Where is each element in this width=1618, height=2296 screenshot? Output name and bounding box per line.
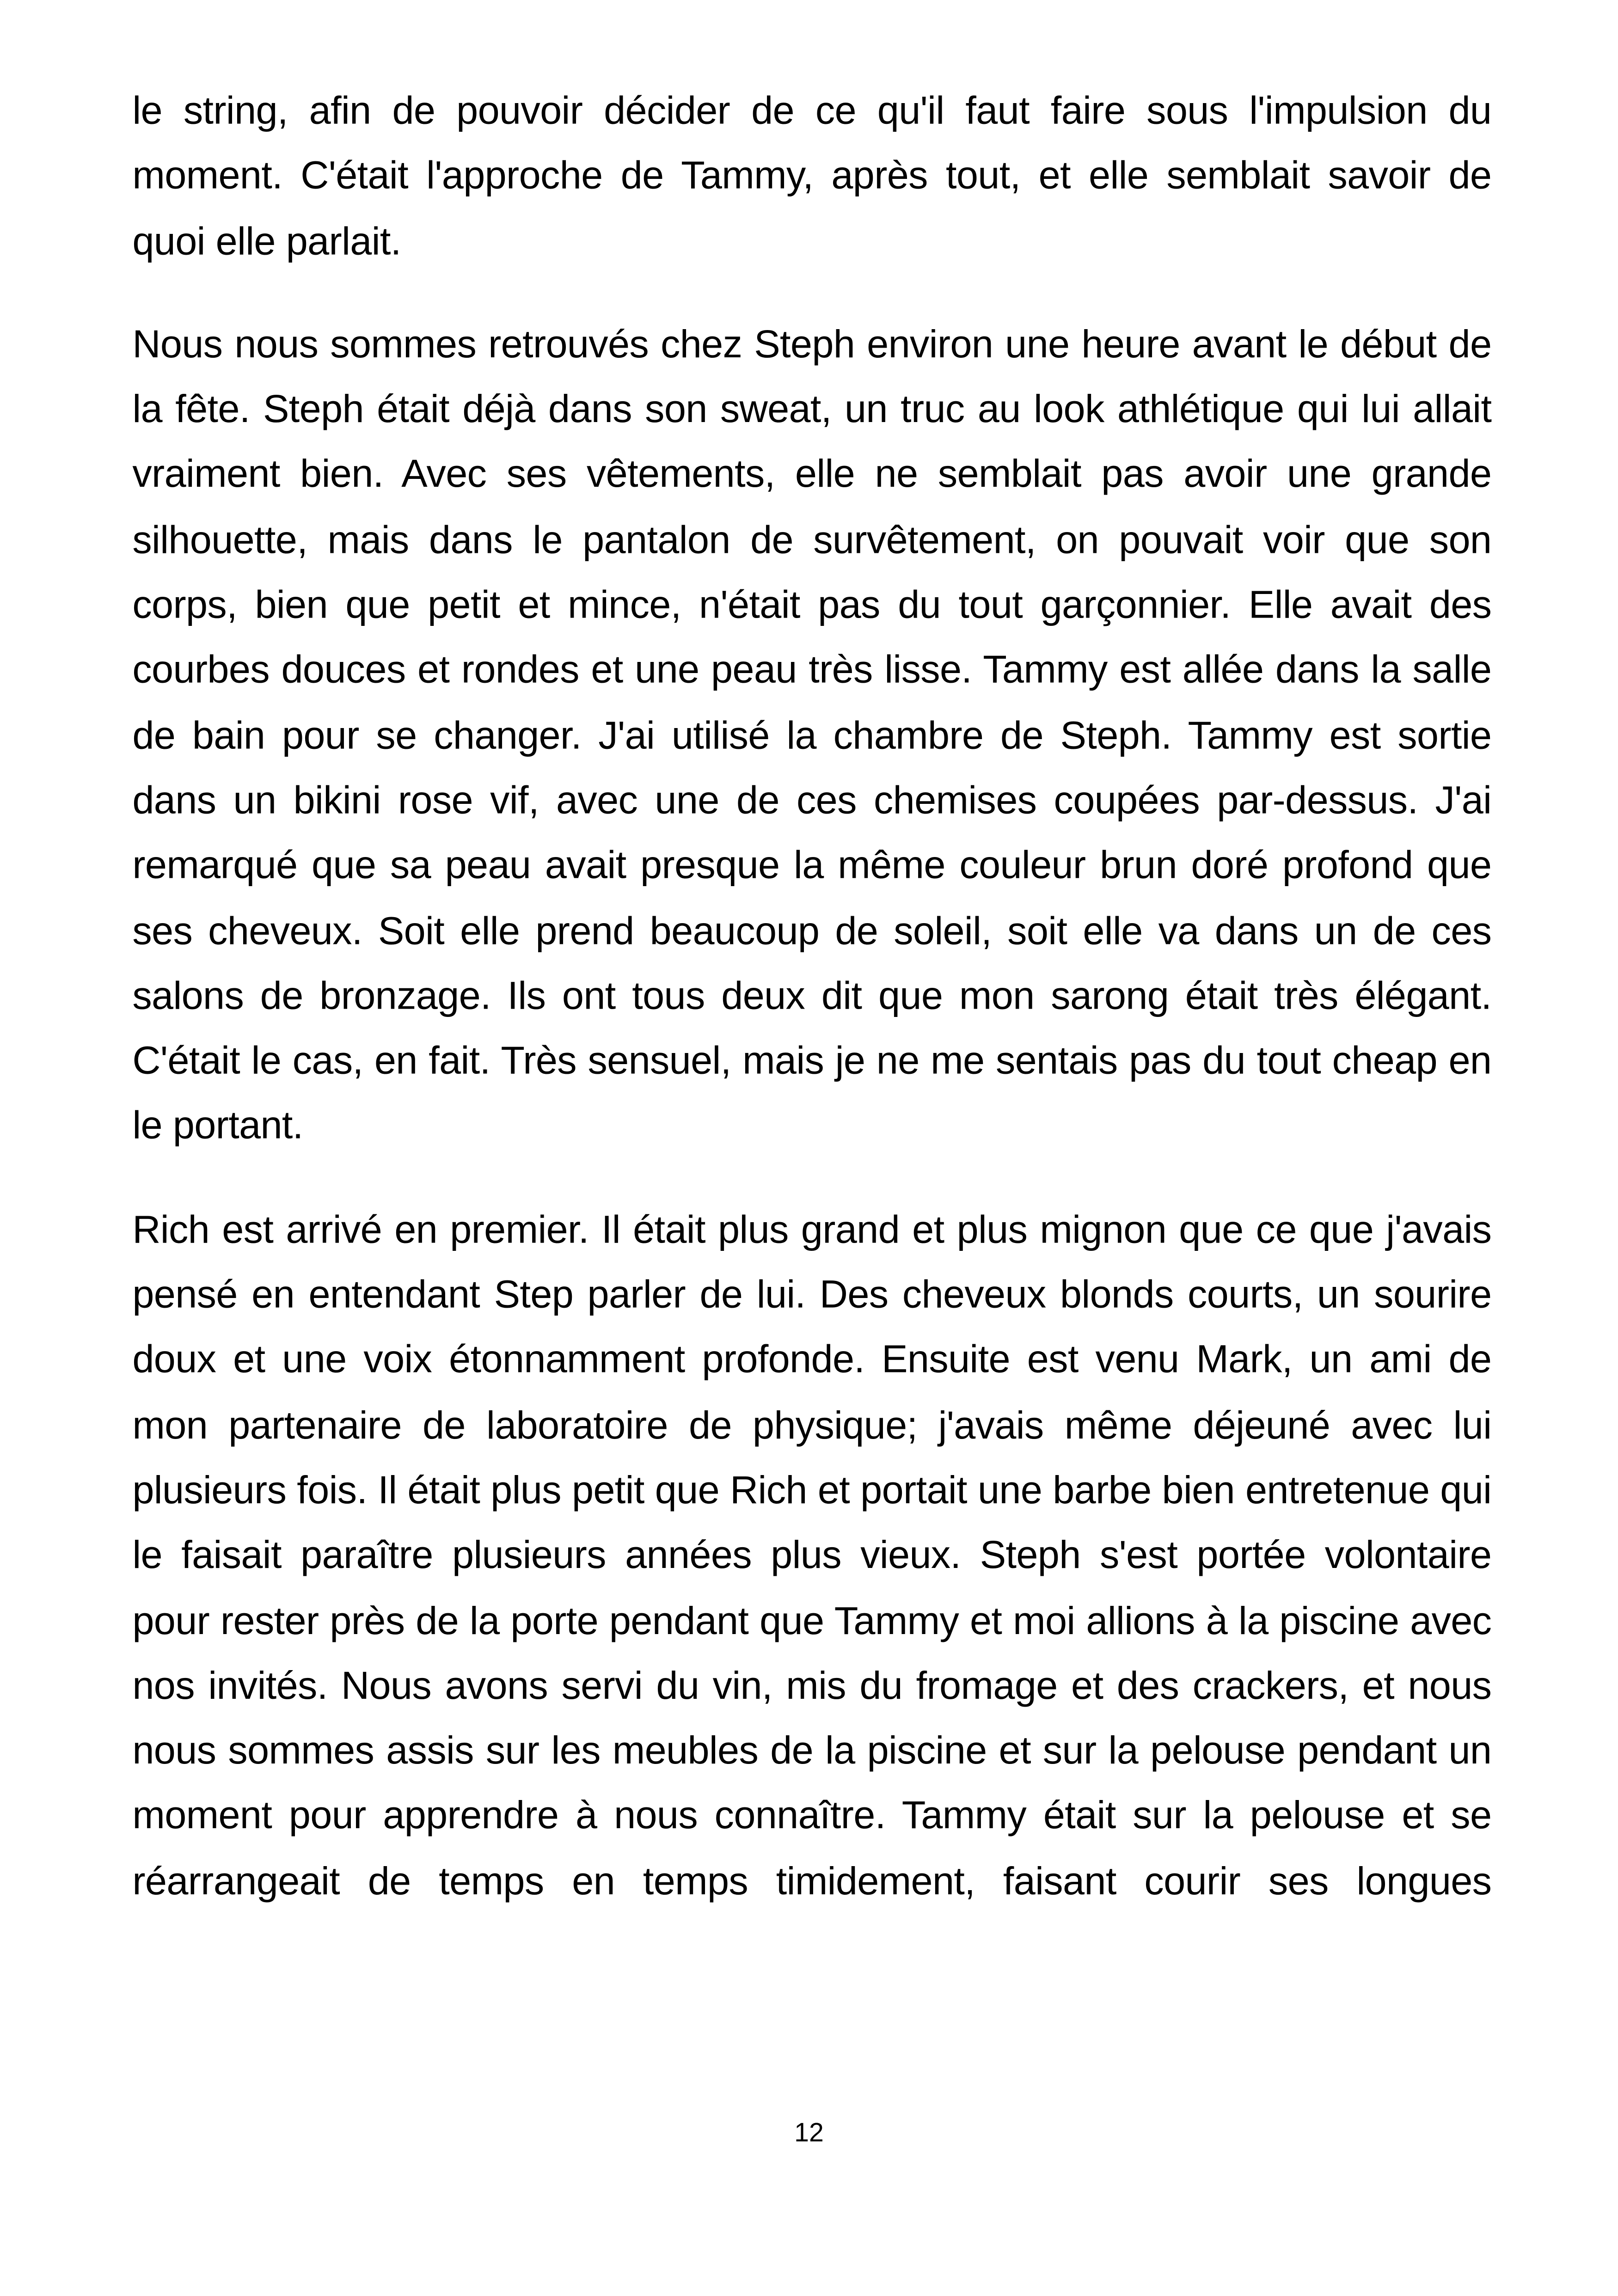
page-number: 12 xyxy=(794,2118,824,2148)
paragraph: Nous nous sommes retrouvés chez Steph environ une heure avant le début de la fête. Steph était déjà dans son sweat, un truc au look athlétique qui lui allait vraiment bien. Avec ses vêtements, elle ne semblait pas avoir une grande silhouette, mais dans le pantalon de survêtement, on pouvait voir que son corps, bien que petit et mince, n'était pas du tout garçonnier. Elle avait des courbes douces et rondes et une peau très lisse. Tammy est allée dans la salle de bain pour se changer. J'ai utilisé la chambre de Steph. Tammy est sortie dans un bikini rose vif, avec une de ces chemises coupées par-dessus. J'ai remarqué que sa peau avait presque la même couleur brun doré profond que ses cheveux. Soit elle prend beaucoup de soleil, soit elle va dans un de ces salons de bronzage. Ils ont tous deux dit que mon sarong était très élégant. C'était le cas, en fait. Très sensuel, mais je ne me sentais pas du tout cheap en le portant. xyxy=(132,322,1492,1148)
paragraph: Rich est arrivé en premier. Il était plus grand et plus mignon que ce que j'avais pensé en entendant Step parler de lui. Des cheveux blonds courts, un sourire doux et une voix étonnamment profonde. Ensuite est venu Mark, un ami de mon partenaire de laboratoire de physique; j'avais même déjeuné avec lui plusieurs fois. Il était plus petit que Rich et portait une barbe bien entretenue qui le faisait paraître plusieurs années plus vieux. Steph s'est portée volontaire pour rester près de la porte pendant que Tammy et moi allions à la piscine avec nos invités. Nous avons servi du vin, mis du fromage et des crackers, et nous nous sommes assis sur les meubles de la piscine et sur la pelouse pendant un moment pour apprendre à nous connaître. Tammy était sur la pelouse et se réarrangeait de temps en temps timidement, faisant courir ses longues xyxy=(132,1207,1492,1903)
paragraph: le string, afin de pouvoir décider de ce qu'il faut faire sous l'impulsion du moment. C'était l'approche de Tammy, après tout, et elle semblait savoir de quoi elle parlait. xyxy=(132,88,1492,263)
body-text xyxy=(132,78,1491,1914)
